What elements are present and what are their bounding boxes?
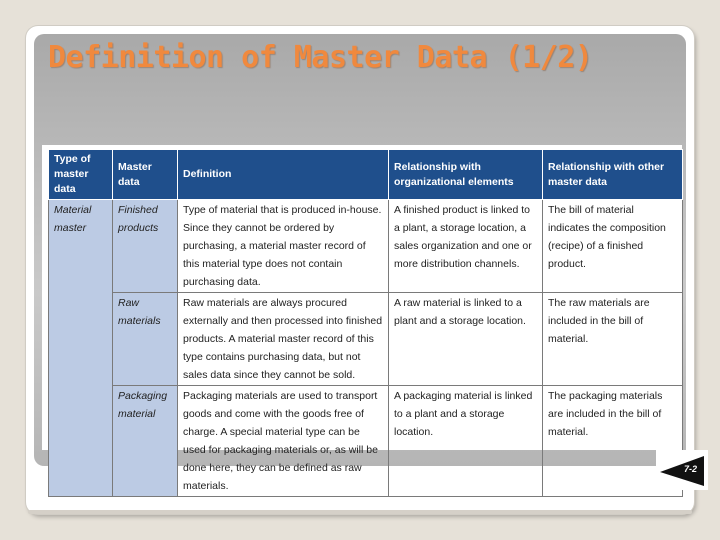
header-type-of-master-data: Type of master data bbox=[49, 150, 113, 200]
definition-cell: Packaging materials are used to transport goods and come with the goods free of charge. A special material type can be used for packaging materials or, as will be done here, they can be defined as raw materials. bbox=[178, 386, 389, 497]
master-data-table bbox=[48, 149, 683, 497]
table-row bbox=[49, 200, 683, 293]
other-relationship-cell: The packaging materials are included in the bill of material. bbox=[543, 386, 683, 497]
other-relationship-cell: The raw materials are included in the bill of material. bbox=[543, 293, 683, 386]
table-row bbox=[49, 386, 683, 497]
master-data-cell: Raw materials bbox=[113, 293, 178, 386]
other-relationship-cell: The bill of material indicates the composition (recipe) of a finished product. bbox=[543, 200, 683, 293]
org-relationship-cell: A packaging material is linked to a plant and a storage location. bbox=[389, 386, 543, 497]
header-other-relationship: Relationship with other master data bbox=[543, 150, 683, 200]
table-container bbox=[42, 145, 682, 492]
master-data-cell: Packaging material bbox=[113, 386, 178, 497]
table-header-row bbox=[49, 150, 683, 200]
page-number-tab bbox=[656, 450, 708, 490]
org-relationship-cell: A finished product is linked to a plant, a storage location, a sales organization and one or more distribution channels. bbox=[389, 200, 543, 293]
type-cell-material-master: Material master bbox=[49, 200, 113, 497]
header-master-data: Master data bbox=[113, 150, 178, 200]
slide-title: Definition of Master Data (1/2) bbox=[48, 40, 593, 75]
footer-divider bbox=[28, 510, 692, 514]
definition-cell: Type of material that is produced in-house. Since they cannot be ordered by purchasing, a material master record of this material type does not contain purchasing data. bbox=[178, 200, 389, 293]
definition-cell: Raw materials are always procured externally and then processed into finished products. A material master record of this type contains purchasing data, but not sales data since they cannot be sold. bbox=[178, 293, 389, 386]
header-definition: Definition bbox=[178, 150, 389, 200]
page-number: 7-2 bbox=[684, 464, 698, 474]
master-data-cell: Finished products bbox=[113, 200, 178, 293]
header-org-relationship: Relationship with organizational elements bbox=[389, 150, 543, 200]
org-relationship-cell: A raw material is linked to a plant and a storage location. bbox=[389, 293, 543, 386]
table-row bbox=[49, 293, 683, 386]
